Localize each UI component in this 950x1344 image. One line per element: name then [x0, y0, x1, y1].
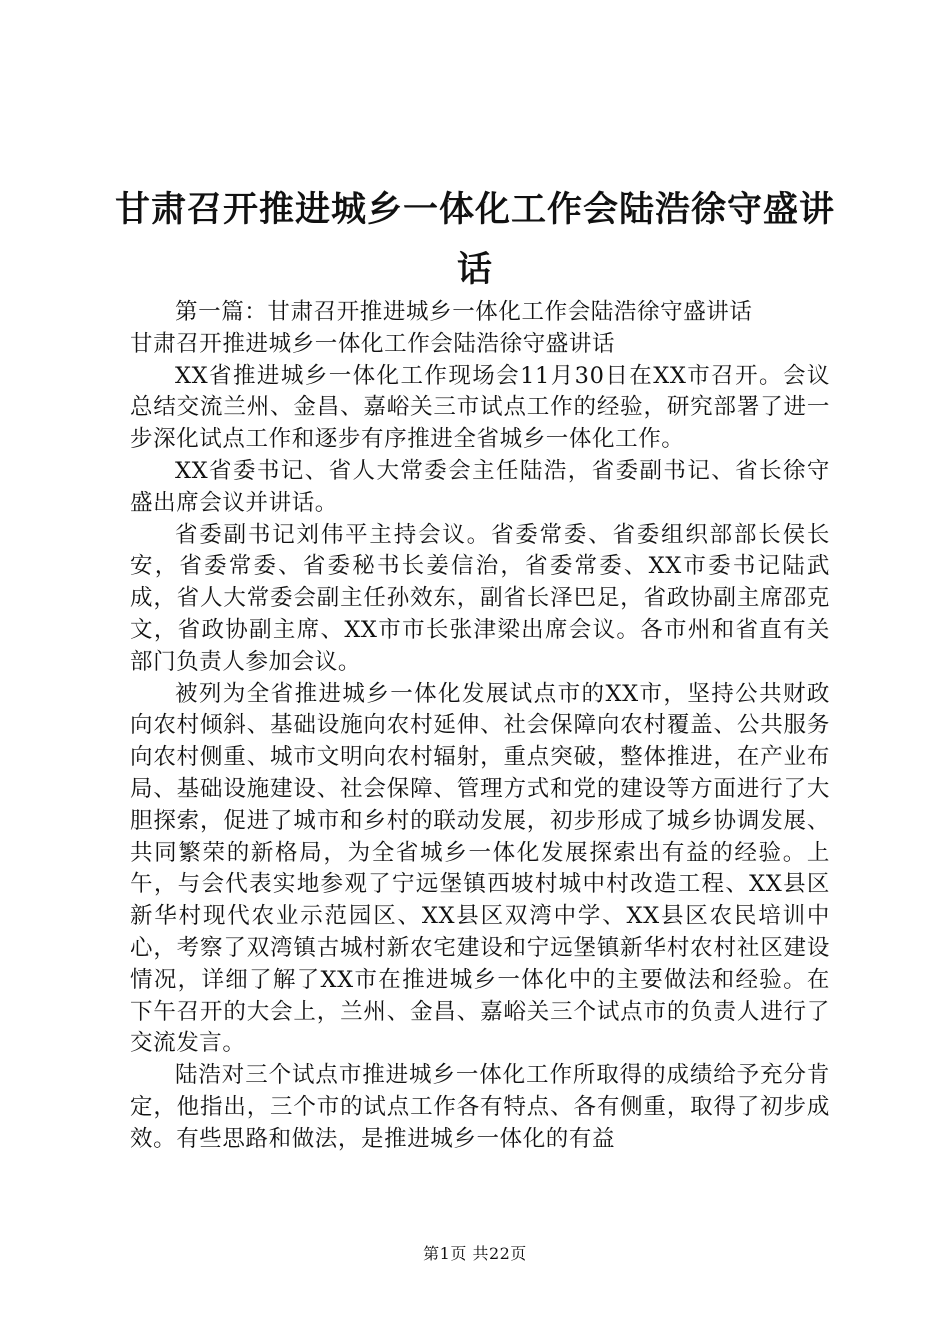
paragraph: XX省委书记、省人大常委会主任陆浩，省委副书记、省长徐守盛出席会议并讲话。 — [130, 457, 830, 516]
page-footer: 第1页 共22页 — [423, 1244, 527, 1263]
document-title: 甘肃召开推进城乡一体化工作会陆浩徐守盛讲话 — [114, 190, 835, 290]
paragraph: 被列为全省推进城乡一体化发展试点市的XX市，坚持公共财政向农村倾斜、基础设施向农村延伸、社会保障向农村覆盖、公共服务向农村侧重、城市文明向农村辐射，重点突破，整体推进，在产业布局、基础设施建设、社会保障、管理方式和党的建设等方面进行了大胆探索，促进了城市和乡村的联动发展，初步形成了城乡协调发展、共同繁荣的新格局，为全省城乡一体化发展探索出有益的经验。上午，与会代表实地参观了宁远堡镇西坡村城中村改造工程、XX县区新华村现代农业示范园区、XX县区双湾中学、XX县区农民培训中心，考察了双湾镇古城村新农宅建设和宁远堡镇新华村农村社区建设情况，详细了解了XX市在推进城乡一体化中的主要做法和经验。在下午召开的大会上，兰州、金昌、嘉峪关三个试点市的负责人进行了交流发言。 — [130, 680, 830, 1057]
paragraph-subtitle: 第一篇：甘肃召开推进城乡一体化工作会陆浩徐守盛讲话 — [175, 299, 753, 325]
paragraph-heading: 甘肃召开推进城乡一体化工作会陆浩徐守盛讲话 — [130, 330, 616, 357]
paragraph: XX省推进城乡一体化工作现场会11月30日在XX市召开。会议总结交流兰州、金昌、嘉峪关三市试点工作的经验，研究部署了进一步深化试点工作和逐步有序推进全省城乡一体化工作。 — [130, 362, 830, 453]
paragraph: 省委副书记刘伟平主持会议。省委常委、省委组织部部长侯长安，省委常委、省委秘书长姜信治，省委常委、XX市委书记陆武成，省人大常委会副主任孙效东，副省长泽巴足，省政协副主席邵克文，省政协副主席、XX市市长张津梁出席会议。各市州和省直有关部门负责人参加会议。 — [130, 521, 830, 675]
paragraph: 陆浩对三个试点市推进城乡一体化工作所取得的成绩给予充分肯定，他指出，三个市的试点工作各有特点、各有侧重，取得了初步成效。有些思路和做法，是推进城乡一体化的有益 — [130, 1062, 830, 1152]
document-body — [130, 297, 830, 1156]
